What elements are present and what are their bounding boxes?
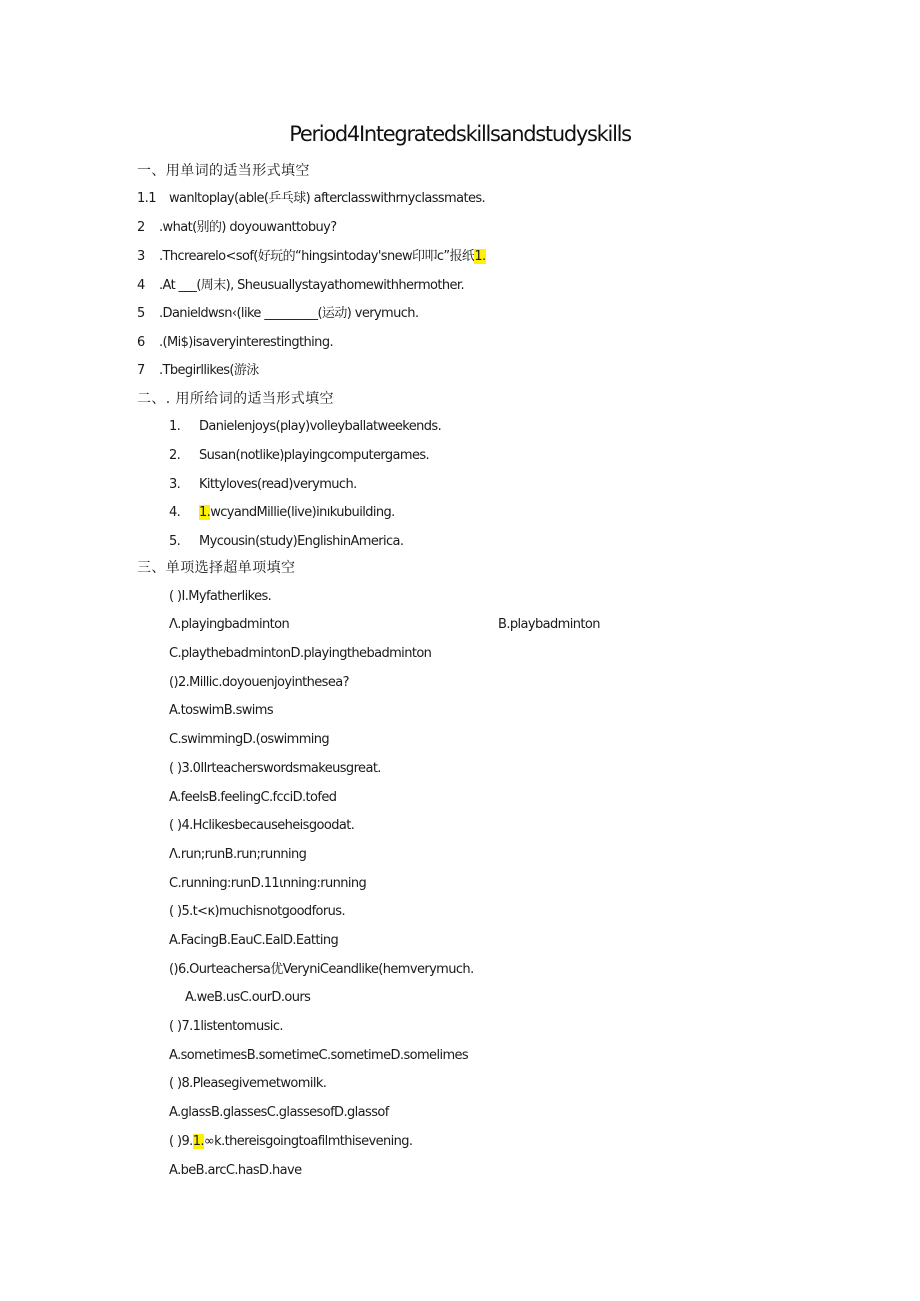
question-stem: ( )7.1listentomusic.: [169, 1019, 283, 1034]
item-number: 2.: [169, 448, 181, 463]
page-title: Period4Integratedskillsandstudyskills: [289, 122, 631, 146]
question-option: A.FacingB.EauC.EalD.Eatting: [169, 933, 339, 948]
item-text: .At ___(周末), Sheusuallystayathomewithhermother.: [159, 278, 464, 293]
item-number: 3.: [169, 477, 181, 492]
item-text: .(Mi$)isaveryinterestingthing.: [159, 335, 334, 350]
question-option: Λ.run;runB.run;running: [169, 847, 307, 862]
item-text: .Tbegirllikes(游泳: [159, 363, 259, 378]
item-text: Susan(notlike)playingcomputergames.: [199, 448, 430, 463]
question-option: Λ.playingbadminton: [169, 617, 290, 632]
question-text: ∞k.thereisgoingtoafilmthisevening.: [203, 1134, 413, 1149]
list-item: [169, 418, 441, 436]
section1-heading: 一、用单词的适当形式填空: [137, 163, 310, 179]
item-number: 6: [137, 335, 145, 350]
question-option: A.beB.arcC.hasD.have: [169, 1163, 302, 1178]
item-text: Mycousin(study)EnglishinAmerica.: [199, 534, 404, 549]
highlighted-text: 1.: [192, 1134, 204, 1149]
question-option: B.playbadminton: [498, 617, 600, 632]
highlighted-text: 1.: [474, 249, 486, 264]
item-text: Danielenjoys(play)volleyballatweekends.: [199, 419, 442, 434]
question-stem: ( )I.Myfatherlikes.: [169, 589, 272, 604]
question-option: A.feelsB.feelingC.fcciD.tofed: [169, 790, 337, 805]
item-text: .Danieldwsn‹(like _________(运动) verymuch.: [159, 306, 419, 321]
item-number: 7: [137, 363, 145, 378]
list-item: [137, 248, 486, 266]
question-option: C.swimmingD.(oswimming: [169, 732, 330, 747]
list-item: [137, 190, 485, 208]
section2-heading: 二、. 用所给词的适当形式填空: [137, 391, 334, 407]
highlighted-text: 1.: [199, 505, 211, 520]
item-number: 5: [137, 306, 145, 321]
item-text: wanltoplay(able(乒乓球) afterclasswithrnyclassmates.: [169, 191, 486, 206]
question-stem: ( )8.Pleasegivemetwomilk.: [169, 1076, 327, 1091]
question-option: A.sometimesB.sometimeC.sometimeD.somelimes: [169, 1048, 469, 1063]
list-item: [137, 334, 333, 352]
list-item: [137, 219, 337, 237]
question-option: C.running:runD.11ιnning:running: [169, 876, 367, 891]
item-number: 4: [137, 278, 145, 293]
list-item: [137, 362, 259, 380]
section3-heading: 三、单项选择超单项填空: [137, 560, 296, 576]
item-text: .Thcrearelo<sof(好玩的“hingsintoday'snew印叩c”报纸: [159, 249, 475, 264]
question-prefix: ( )9.: [169, 1134, 193, 1149]
question-option: A.weB.usC.ourD.ours: [185, 990, 311, 1005]
list-item: [169, 504, 395, 522]
list-item: [137, 305, 418, 323]
item-number: 5.: [169, 534, 181, 549]
question-option: A.glassB.glassesC.glassesofD.glassof: [169, 1105, 389, 1120]
list-item: [137, 277, 464, 295]
list-item: [169, 533, 403, 551]
list-item: [169, 447, 429, 465]
question-stem: [169, 1133, 412, 1151]
item-text: Kittyloves(read)verymuch.: [199, 477, 357, 492]
item-number: 3: [137, 249, 145, 264]
list-item: [169, 476, 357, 494]
question-stem: ( )5.t<κ)muchisnotgoodforus.: [169, 904, 345, 919]
item-number: 4.: [169, 505, 181, 520]
question-stem: ( )4.Hclikesbecauseheisgoodat.: [169, 818, 355, 833]
question-option: A.toswimB.swims: [169, 703, 274, 718]
question-stem: ( )3.0Ilrteacherswordsmakeusgreat.: [169, 761, 381, 776]
item-number: 1.: [169, 419, 181, 434]
item-number: 1.1: [137, 191, 156, 206]
question-stem: ()2.Millic.doyouenjoyinthesea?: [169, 675, 349, 690]
item-number: 2: [137, 220, 145, 235]
question-stem: ()6.Ourteachersa优VeryniCeandlike(hemverymuch.: [169, 962, 474, 977]
item-text: wcyandMillie(live)inıkubuilding.: [210, 505, 395, 520]
question-option: C.playthebadmintonD.playingthebadminton: [169, 646, 432, 661]
item-text: .what(别的) doyouwanttobuy?: [159, 220, 337, 235]
